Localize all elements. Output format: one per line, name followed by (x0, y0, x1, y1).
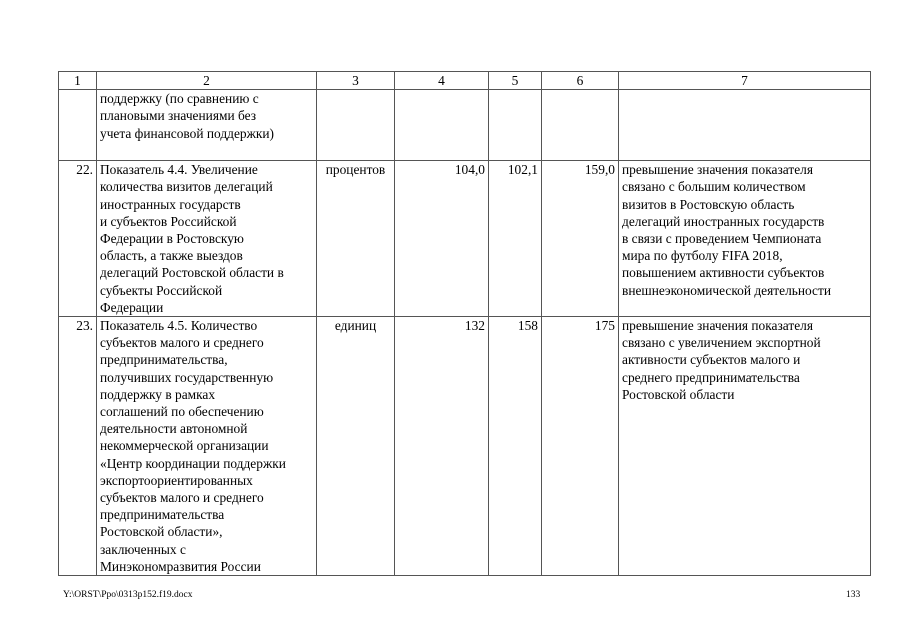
text-line: повышением активности субъектов (622, 265, 825, 281)
row-number-cell: 23. (59, 317, 97, 576)
text-line: субъектов малого и среднего (100, 490, 264, 506)
text-line: связано с увеличением экспортной (622, 335, 821, 351)
text-line: внешнеэкономической деятельности (622, 282, 832, 298)
text-line: Ростовской области», (100, 524, 223, 540)
page-number: 133 (846, 590, 861, 600)
unit-cell: процентов (317, 161, 395, 317)
column-header: 3 (317, 72, 395, 90)
value-cell: 159,0 (542, 161, 619, 317)
table-row (59, 317, 871, 576)
text-line: предпринимательства, (100, 352, 228, 368)
value-cell: 132 (395, 317, 489, 576)
indicator-table (58, 71, 871, 576)
text-line: поддержку в рамках (100, 386, 216, 402)
text-line: связано с большим количеством (622, 179, 806, 195)
text-line: мира по футболу FIFA 2018, (622, 248, 783, 264)
text-line: соглашений по обеспечению (100, 404, 264, 420)
text-line: делегаций иностранных государств (622, 213, 825, 229)
note-cell (619, 90, 871, 161)
text-line: учета финансовой поддержки) (100, 125, 274, 141)
table-header-row (59, 72, 871, 90)
value-cell: 175 (542, 317, 619, 576)
text-line: иностранных государств (100, 196, 241, 212)
value-cell (395, 90, 489, 161)
value-cell (489, 90, 542, 161)
column-header: 1 (59, 72, 97, 90)
text-line: предпринимательства (100, 507, 225, 523)
column-header: 7 (619, 72, 871, 90)
unit-cell: единиц (317, 317, 395, 576)
text-line: поддержку (по сравнению с (100, 91, 259, 107)
note-cell (619, 161, 871, 317)
text-line: область, а также выездов (100, 248, 243, 264)
text-line: делегаций Ростовской области в (100, 265, 284, 281)
text-line: среднего предпринимательства (622, 369, 800, 385)
text-line: экспортоориентированных (100, 472, 253, 488)
text-line: превышение значения показателя (622, 162, 814, 178)
text-line: Показатель 4.5. Количество (100, 318, 258, 334)
row-number-cell (59, 90, 97, 161)
text-line: превышение значения показателя (622, 318, 814, 334)
text-line: «Центр координации поддержки (100, 455, 286, 471)
text-line: Федерации в Ростовскую (100, 231, 244, 247)
row-number-cell: 22. (59, 161, 97, 317)
text-line: заключенных с (100, 541, 186, 557)
text-line: получивших государственную (100, 369, 274, 385)
value-cell: 158 (489, 317, 542, 576)
text-line: визитов в Ростовскую область (622, 196, 795, 212)
text-line: некоммерческой организации (100, 438, 269, 454)
text-line: Ростовской области (622, 386, 735, 402)
table-row (59, 161, 871, 317)
text-line: Федерации (100, 299, 164, 315)
text-line: плановыми значениями без (100, 108, 257, 124)
text-line: количества визитов делегаций (100, 179, 273, 195)
text-line: деятельности автономной (100, 421, 248, 437)
column-header: 6 (542, 72, 619, 90)
value-cell: 102,1 (489, 161, 542, 317)
text-line: Минэкономразвития России (100, 558, 261, 574)
value-cell: 104,0 (395, 161, 489, 317)
column-header: 5 (489, 72, 542, 90)
table-row-continuation (59, 90, 871, 161)
text-line: активности субъектов малого и (622, 352, 801, 368)
indicator-name-cell (97, 161, 317, 317)
text-line: в связи с проведением Чемпионата (622, 231, 822, 247)
column-header: 2 (97, 72, 317, 90)
text-line: и субъектов Российской (100, 213, 237, 229)
note-cell (619, 317, 871, 576)
footer-file-path: Y:\ORST\Ppo\0313p152.f19.docx (63, 590, 193, 600)
indicator-name-cell (97, 90, 317, 161)
column-header: 4 (395, 72, 489, 90)
text-line: субъектов малого и среднего (100, 335, 264, 351)
text-line: субъекты Российской (100, 282, 223, 298)
indicator-name-cell (97, 317, 317, 576)
text-line: Показатель 4.4. Увеличение (100, 162, 258, 178)
unit-cell (317, 90, 395, 161)
value-cell (542, 90, 619, 161)
